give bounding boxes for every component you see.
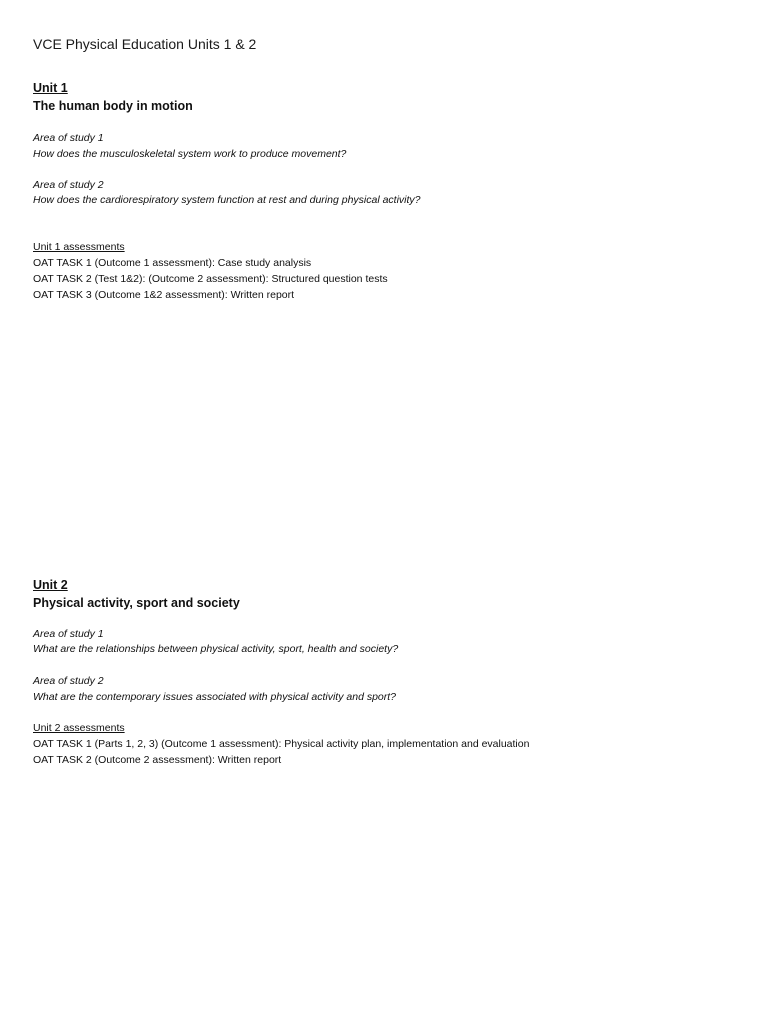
unit-2-area-2-label: Area of study 2 (33, 675, 104, 687)
unit-2-assessments-heading: Unit 2 assessments (33, 722, 125, 734)
unit-1-task-3: OAT TASK 3 (Outcome 1&2 assessment): Written report (33, 289, 295, 301)
unit-1-area-1-question: How does the musculoskeletal system work to produce movement? (33, 148, 347, 160)
unit-2-area-2-question: What are the contemporary issues associated with physical activity and sport? (33, 691, 397, 703)
unit-1-task-2: OAT TASK 2 (Test 1&2): (Outcome 2 assessment): Structured question tests (33, 273, 388, 285)
unit-2-task-1: OAT TASK 1 (Parts 1, 2, 3) (Outcome 1 assessment): Physical activity plan, implementation and evaluation (33, 738, 530, 750)
unit-1-area-2-label: Area of study 2 (33, 179, 104, 191)
unit-1-area-1-label: Area of study 1 (33, 132, 104, 144)
unit-2-task-2: OAT TASK 2 (Outcome 2 assessment): Written report (33, 754, 282, 766)
unit-2-area-1-label: Area of study 1 (33, 628, 104, 640)
unit-2-heading: Physical activity, sport and society (33, 596, 240, 610)
unit-1-task-1: OAT TASK 1 (Outcome 1 assessment): Case study analysis (33, 257, 312, 269)
unit-1-heading: The human body in motion (33, 99, 193, 113)
document-title: VCE Physical Education Units 1 & 2 (33, 36, 257, 52)
unit-1-label: Unit 1 (33, 81, 68, 95)
unit-1-area-2-question: How does the cardiorespiratory system function at rest and during physical activity? (33, 194, 421, 206)
unit-1-assessments-heading: Unit 1 assessments (33, 241, 125, 253)
unit-2-label: Unit 2 (33, 578, 68, 592)
unit-2-area-1-question: What are the relationships between physical activity, sport, health and society? (33, 643, 399, 655)
